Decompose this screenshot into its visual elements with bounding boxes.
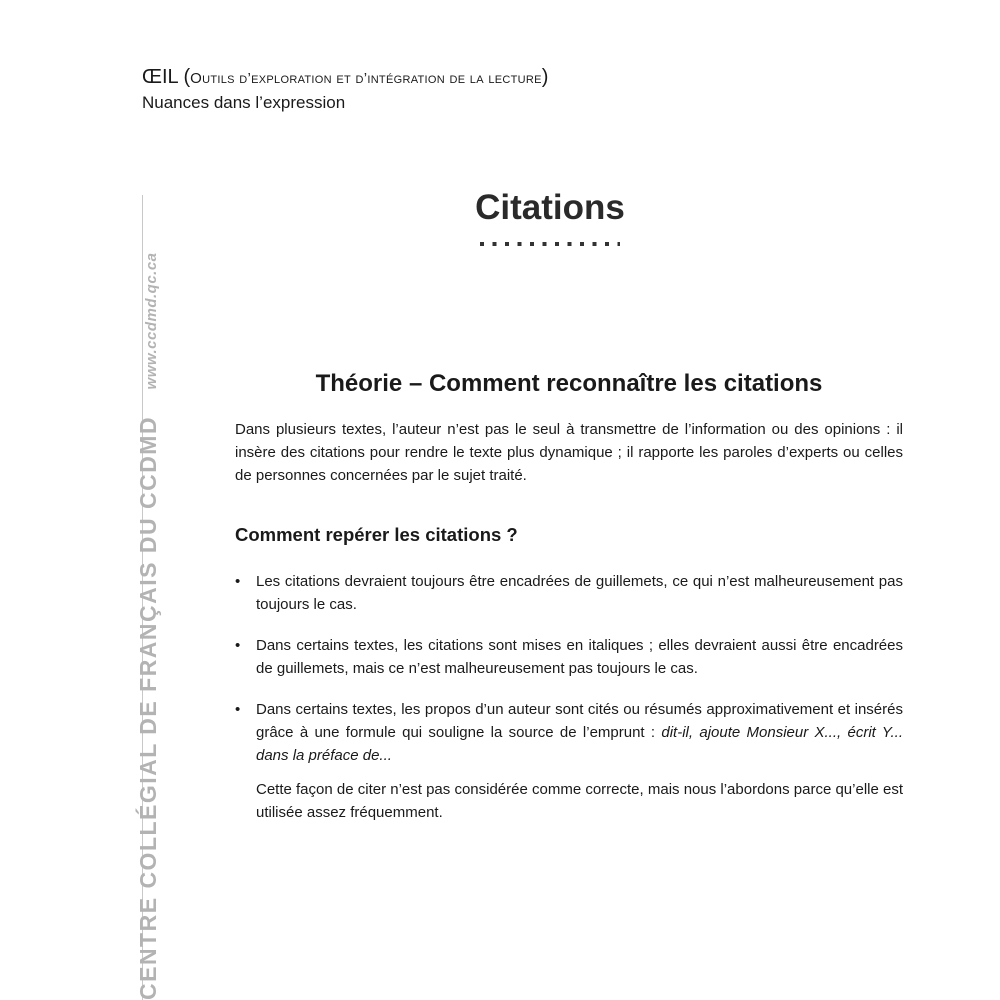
sub-heading: Comment repérer les citations ? [235, 524, 518, 545]
sidebar-brand-name: CENTRE COLLÉGIAL DE FRANÇAIS DU CCDMD [135, 415, 161, 1000]
header-title-suffix: ) [541, 66, 549, 88]
section-heading: Théorie – Comment reconnaître les citations [315, 370, 823, 397]
main-content [235, 370, 903, 824]
list-item: • Dans certains textes, les citations sont mises en italiques ; elles devraient aussi être encadrées de guillemets, mais ce n’est malheureusement pas toujours le cas. [235, 634, 903, 680]
intro-paragraph: Dans plusieurs textes, l’auteur n’est pas le seul à transmettre de l’information ou des opinions : il insère des citations pour rendre le texte plus dynamique ; il rapporte les paroles d’experts ou celles de personnes concernées par le sujet traité. [235, 421, 903, 484]
list-item [235, 698, 903, 767]
header-subtitle: Nuances dans l’expression [142, 93, 346, 112]
sidebar-brand [135, 252, 162, 1000]
header-title-smallcaps: Outils d’exploration et d’intégration de la lecture [190, 70, 542, 87]
page-title: Citations [475, 188, 625, 227]
bullet-list [235, 570, 903, 767]
header-title [142, 64, 548, 92]
sidebar-url: www.ccdmd.qc.ca [143, 252, 160, 390]
title-dotted-rule [480, 242, 620, 246]
page-header [142, 64, 548, 114]
list-item-text: Dans certains textes, les propos d’un auteur sont cités ou résumés approximativement et insérés grâce à une formule qui souligne la source de l’emprunt : [256, 701, 903, 741]
list-item: • Les citations devraient toujours être encadrées de guillemets, ce qui n’est malheureusement pas toujours le cas. [235, 570, 903, 616]
list-item-italic: dit-il, ajoute Monsieur X..., écrit Y... dans la préface de... [256, 724, 903, 764]
header-title-prefix: ŒIL ( [142, 66, 191, 88]
note-paragraph: Cette façon de citer n’est pas considérée comme correcte, mais nous l’abordons parce qu’elle est utilisée assez fréquemment. [256, 781, 903, 821]
